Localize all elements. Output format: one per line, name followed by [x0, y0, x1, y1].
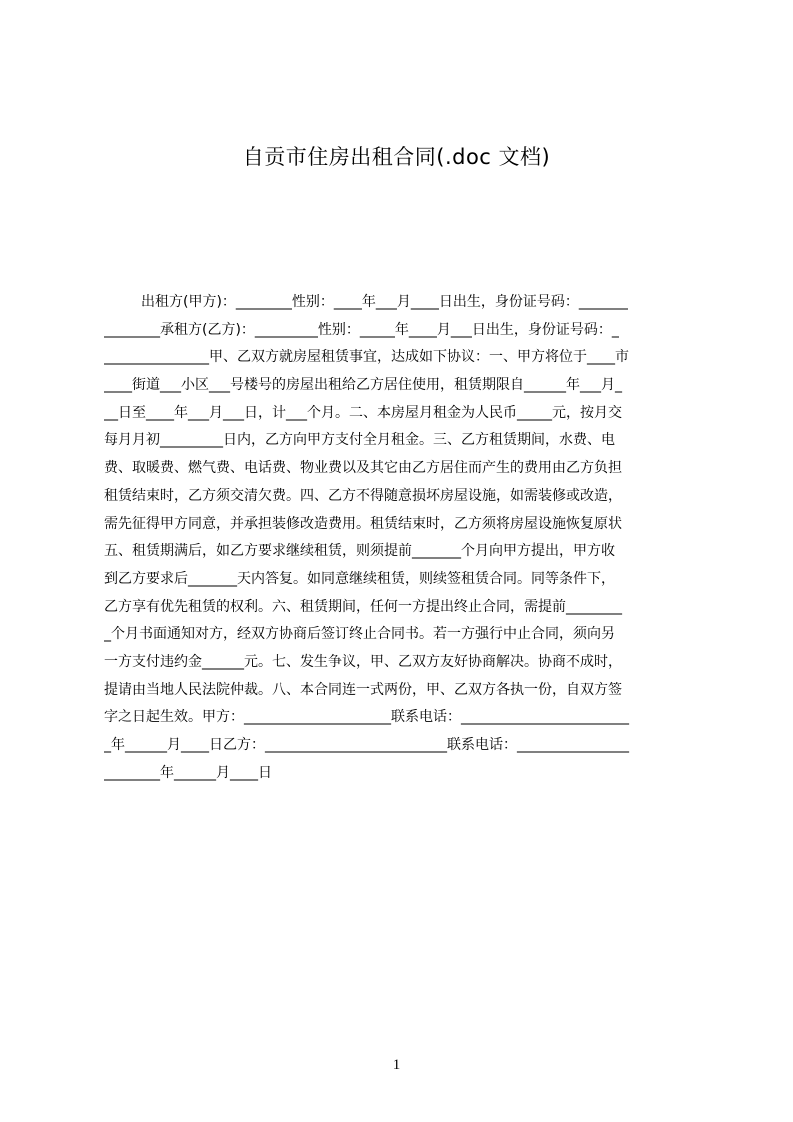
contract-line: ____街道___小区___号楼号的房屋出租给乙方居住使用，租赁期限自______年___月_ [104, 377, 622, 394]
contract-line: 到乙方要求后_______天内答复。如同意继续租赁，则续签租赁合同。同等条件下， [104, 570, 615, 587]
contract-line: 一方支付违约金______元。七、发生争议，甲、乙双方友好协商解决。协商不成时， [104, 653, 622, 670]
contract-line: 需先征得甲方同意，并承担装修改造费用。租赁结束时，乙方须将房屋设施恢复原状 [104, 515, 622, 532]
page-number: 1 [392, 1057, 401, 1073]
contract-line: 五、租赁期满后，如乙方要求继续租赁，则须提前_______个月向甲方提出，甲方收 [104, 543, 615, 560]
contract-line: ________年______月____日 [104, 764, 272, 781]
contract-line: 字之日起生效。甲方：_____________________联系电话：________________________ [104, 709, 629, 726]
contract-line: __日至____年___月___日，计___个月。二、本房屋月租金为人民币_____元，按月交 [104, 404, 622, 421]
document-title: 自贡市住房出租合同(.doc 文档) [242, 145, 551, 169]
contract-line: ________承租方(乙方)：_________性别：_____年____月___日出生，身份证号码：_ [104, 321, 619, 338]
contract-line: 提请由当地人民法院仲裁。八、本合同连一式两份，甲、乙双方各执一份，自双方签 [104, 681, 622, 698]
contract-line: 租赁结束时，乙方须交清欠费。四、乙方不得随意损坏房屋设施，如需装修或改造， [104, 487, 622, 504]
contract-line: _年______月____日乙方：__________________________联系电话：________________ [104, 737, 629, 753]
contract-line: _个月书面通知对方，经双方协商后签订终止合同书。若一方强行中止合同，须向另 [104, 626, 615, 643]
contract-line: 乙方享有优先租赁的权利。六、租赁期间，任何一方提出终止合同，需提前________ [104, 598, 622, 615]
contract-line: _______________甲、乙双方就房屋租赁事宜，达成如下协议：一、甲方将位于____市 [104, 349, 629, 366]
contract-line: 出租方(甲方)：________性别：____年___月____日出生，身份证号码：_______ [141, 294, 628, 310]
contract-body [104, 289, 704, 787]
contract-line: 费、取暖费、燃气费、电话费、物业费以及其它由乙方居住而产生的费用由乙方负担 [104, 460, 622, 477]
contract-line: 每月月初_________日内，乙方向甲方支付全月租金。三、乙方租赁期间，水费、电 [104, 432, 615, 449]
